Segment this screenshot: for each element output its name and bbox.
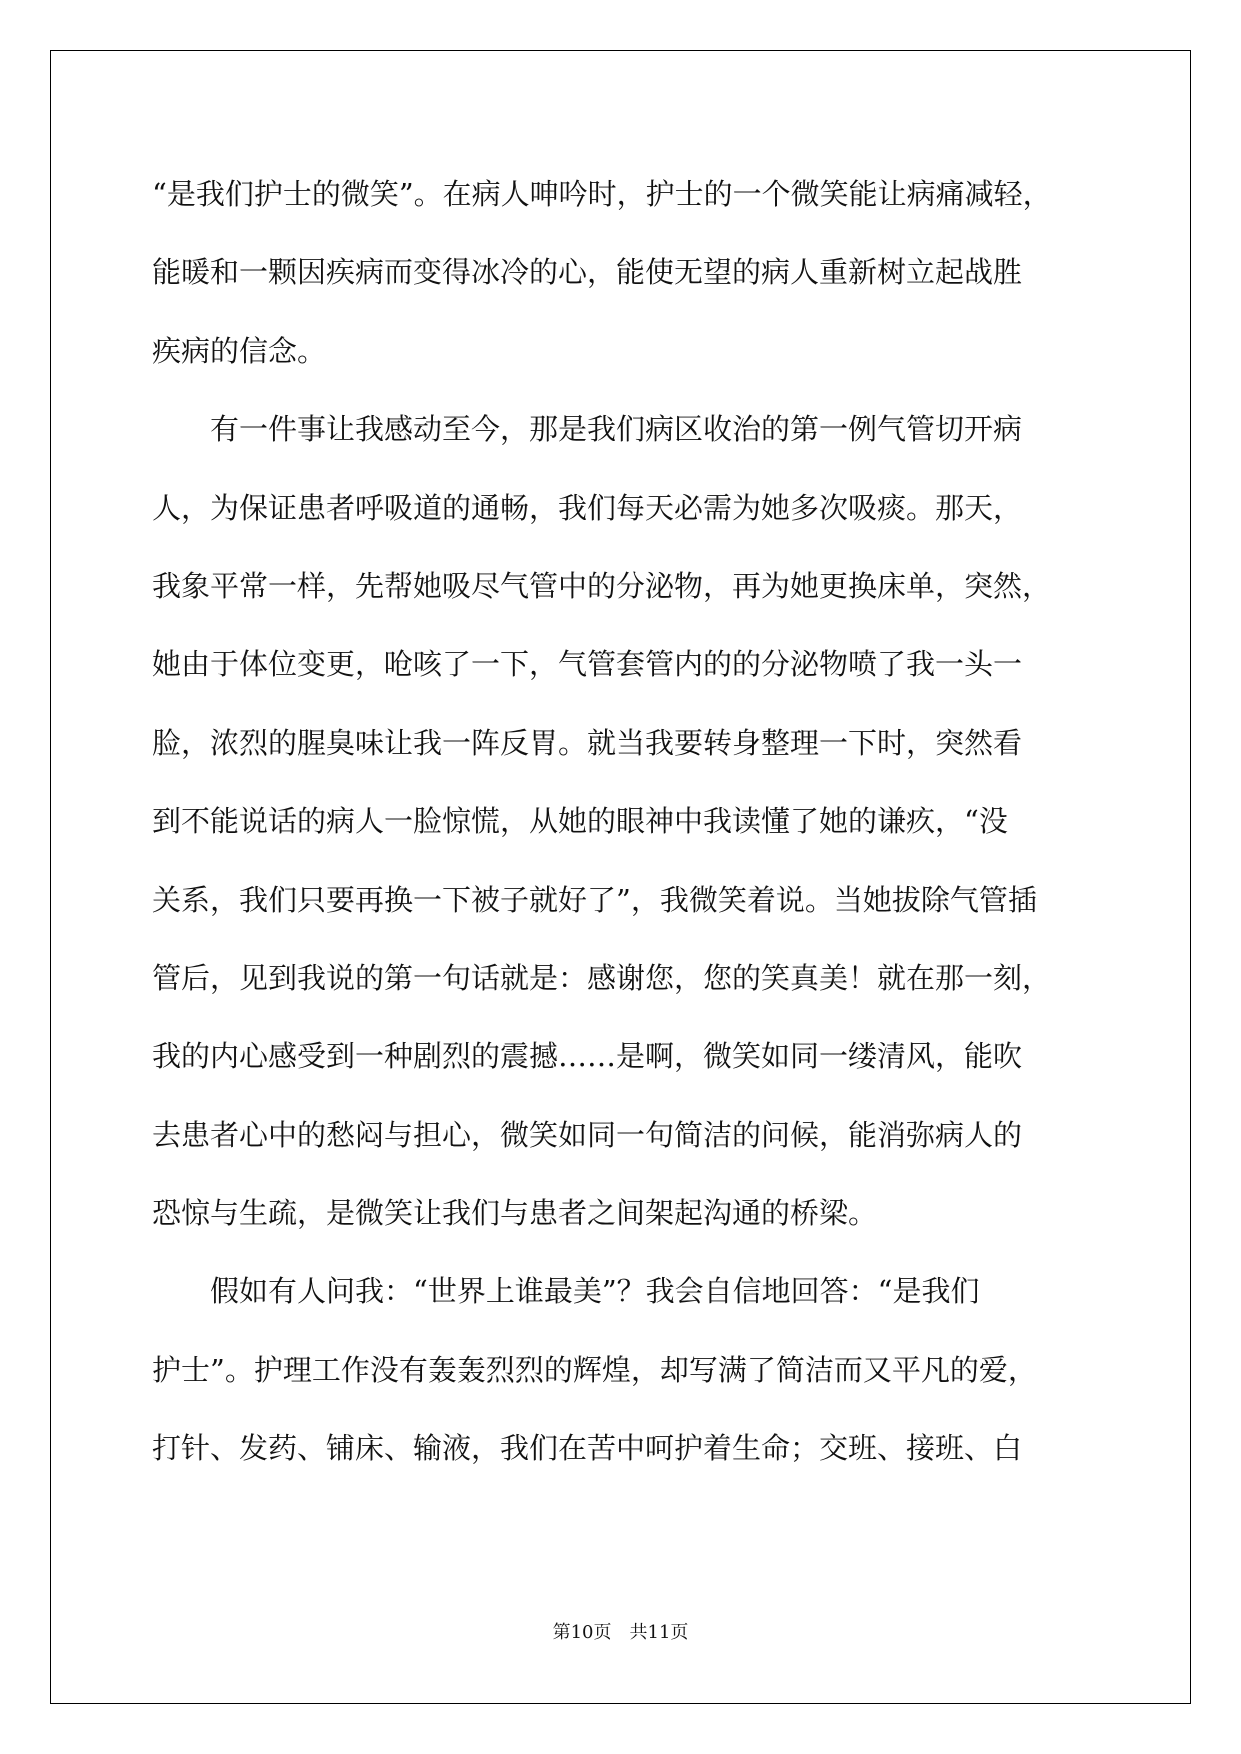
text-line: 她由于体位变更，呛咳了一下，气管套管内的的分泌物喷了我一头一	[152, 647, 1023, 682]
page-number-label: 第10页 共11页	[552, 1622, 689, 1643]
text-line: 恐惊与生疏，是微笑让我们与患者之间架起沟通的桥梁。	[152, 1196, 878, 1231]
text-line: 有一件事让我感动至今，那是我们病区收治的第一例气管切开病	[152, 412, 1023, 447]
document-body	[152, 155, 1092, 1488]
text-line: 关系，我们只要再换一下被子就好了”，我微笑着说。当她拔除气管插	[152, 882, 1037, 917]
text-line: 我象平常一样，先帮她吸尽气管中的分泌物，再为她更换床单，突然，	[152, 568, 1052, 603]
text-line: 护士”。护理工作没有轰轰烈烈的辉煌，却写满了简洁而又平凡的爱，	[152, 1352, 1037, 1387]
text-line: 人，为保证患者呼吸道的通畅，我们每天必需为她多次吸痰。那天，	[152, 490, 1023, 525]
text-line: 能暖和一颗因疾病而变得冰冷的心，能使无望的病人重新树立起战胜	[152, 255, 1023, 290]
text-line: 打针、发药、铺床、输液，我们在苦中呵护着生命；交班、接班、白	[152, 1431, 1023, 1466]
text-line: 脸，浓烈的腥臭味让我一阵反胃。就当我要转身整理一下时，突然看	[152, 725, 1023, 760]
text-line: “是我们护士的微笑”。在病人呻吟时，护士的一个微笑能让病痛减轻，	[152, 177, 1052, 211]
text-line: 疾病的信念。	[152, 333, 327, 368]
text-line: 去患者心中的愁闷与担心，微笑如同一句简洁的问候，能消弥病人的	[152, 1117, 1023, 1152]
text-line: 假如有人问我：“世界上谁最美”？我会自信地回答：“是我们	[152, 1274, 980, 1309]
text-line: 到不能说话的病人一脸惊慌，从她的眼神中我读懂了她的谦疚，“没	[152, 804, 1008, 839]
text-line: 我的内心感受到一种剧烈的震撼……是啊，微笑如同一缕清风，能吹	[152, 1039, 1023, 1074]
text-line: 管后，见到我说的第一句话就是：感谢您，您的笑真美！就在那一刻，	[152, 960, 1052, 995]
page-footer	[0, 1618, 1241, 1644]
